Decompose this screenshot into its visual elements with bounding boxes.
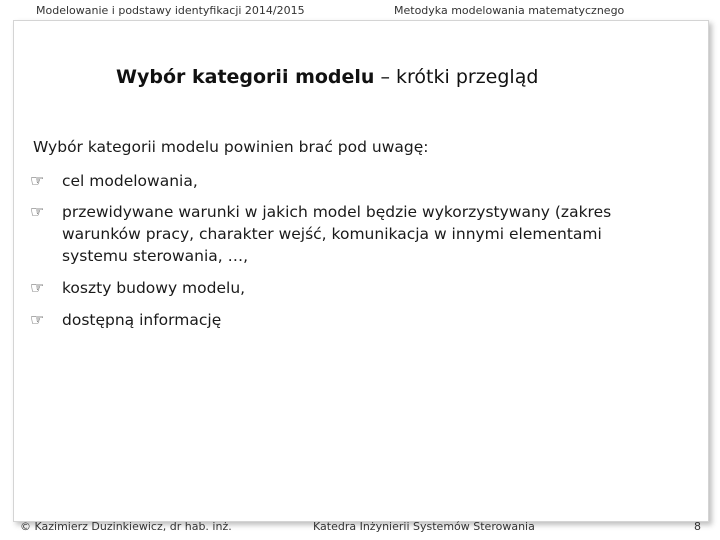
slide-title-rest: – krótki przegląd	[374, 66, 539, 88]
slide-title-bold: Wybór kategorii modelu	[116, 66, 375, 88]
page-number: 8	[694, 520, 701, 533]
pointing-hand-icon: ☞	[30, 310, 45, 329]
bullet-text: dostępną informację	[62, 311, 222, 329]
header-course-title: Modelowanie i podstawy identyfikacji 2014/2015	[36, 4, 305, 17]
bullet-text: koszty budowy modelu,	[62, 279, 246, 297]
slide-title	[116, 66, 538, 88]
pointing-hand-icon: ☞	[30, 278, 45, 297]
pointing-hand-icon: ☞	[30, 202, 45, 221]
intro-text: Wybór kategorii modelu powinien brać pod uwagę:	[33, 138, 429, 156]
footer-department: Katedra Inżynierii Systemów Sterowania	[313, 520, 535, 533]
header-section-title: Metodyka modelowania matematycznego	[394, 4, 625, 17]
pointing-hand-icon: ☞	[30, 171, 45, 190]
footer-author: © Kazimierz Duzinkiewicz, dr hab. inż.	[20, 520, 232, 533]
bullet-text: przewidywane warunki w jakich model będzie wykorzystywany (zakres warunków pracy, charakter wejść, komunikacja w innymi elementami systemu sterowania, …,	[62, 203, 612, 265]
slide-card	[13, 20, 709, 522]
bullet-text: cel modelowania,	[62, 172, 198, 190]
